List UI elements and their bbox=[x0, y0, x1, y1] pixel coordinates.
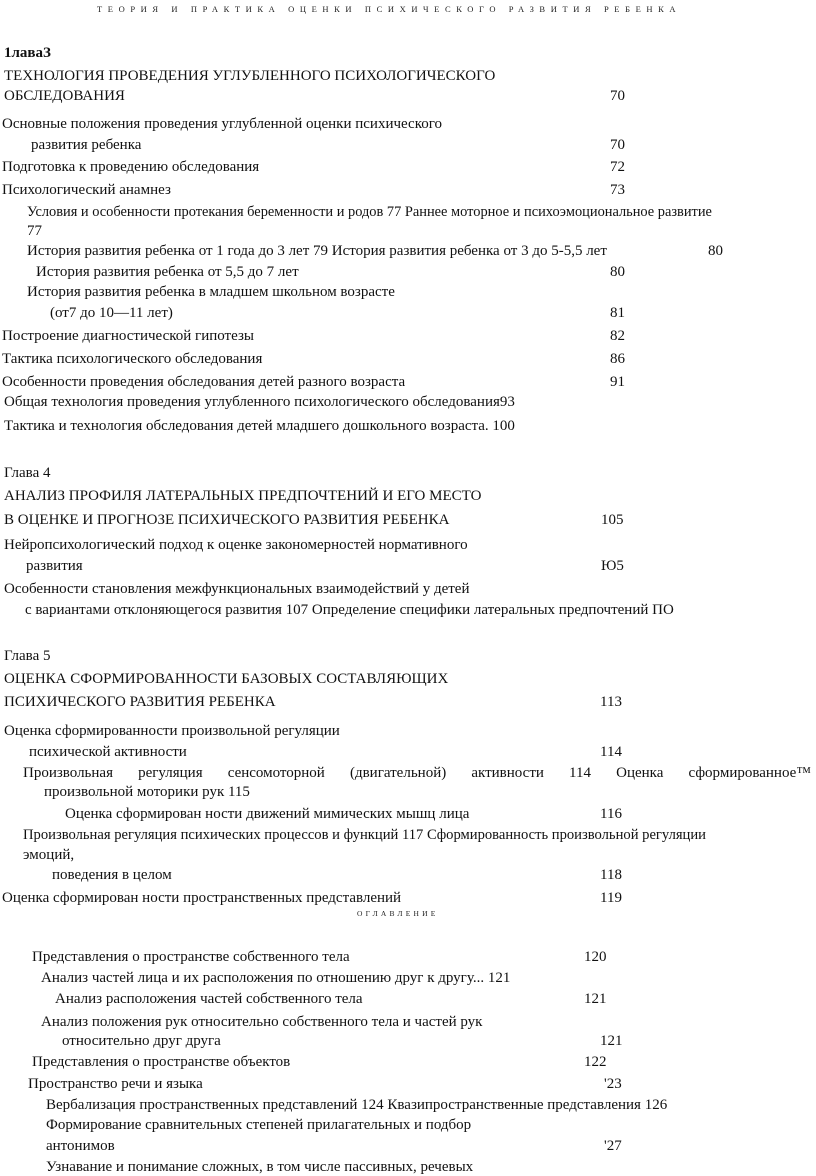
toc-page-number: 119 bbox=[600, 890, 622, 906]
toc-page-number: 81 bbox=[610, 305, 625, 321]
toc-page-number: 91 bbox=[610, 374, 625, 390]
toc-entry: Формирование сравнительных степеней прилагательных и подбор bbox=[46, 1117, 472, 1133]
toc-page-number: Ю5 bbox=[601, 558, 624, 574]
toc-entry: Подготовка к проведению обследования bbox=[2, 159, 260, 175]
chapter-4-title-page: 105 bbox=[601, 512, 624, 528]
toc-entry: эмоций, bbox=[23, 847, 75, 863]
toc-entry: Оценка сформирован ности пространственных представлений bbox=[2, 890, 402, 906]
toc-entry: История развития ребенка в младшем школьном возрасте bbox=[27, 284, 395, 300]
toc-entry: с вариантами отклоняющегося развития 107 Определение специфики латеральных предпочтений ПО bbox=[25, 602, 674, 618]
toc-page-number: 70 bbox=[610, 137, 625, 153]
toc-entry: Оценка сформированности произвольной регуляции bbox=[4, 723, 340, 739]
toc-entry: Вербализация пространственных представлений 124 Квазипространственные представления 126 bbox=[46, 1097, 668, 1113]
toc-page-number: 82 bbox=[610, 328, 625, 344]
chapter-4-label: Глава 4 bbox=[4, 465, 51, 481]
toc-page-number: 86 bbox=[610, 351, 625, 367]
toc-entry: развития bbox=[26, 558, 83, 574]
chapter-3-label: 1лаваЗ bbox=[4, 45, 51, 61]
toc-entry: История развития ребенка от 1 года до 3 лет 79 История развития ребенка от 3 до 5-5,5 лет bbox=[27, 243, 607, 259]
toc-page-number: 118 bbox=[600, 867, 622, 883]
toc-entry: Тактика психологического обследования bbox=[2, 351, 263, 367]
running-header: ТЕОРИЯ И ПРАКТИКА ОЦЕНКИ ПСИХИЧЕСКОГО РАЗВИТИЯ РЕБЕНКА bbox=[97, 4, 682, 14]
toc-entry: Построение диагностической гипотезы bbox=[2, 328, 254, 344]
toc-entry: Анализ частей лица и их расположения по отношению друг к другу... 121 bbox=[41, 970, 511, 986]
toc-page-number: 80 bbox=[610, 264, 625, 280]
toc-entry: Особенности становления межфункциональных взаимодействий у детей bbox=[4, 581, 470, 597]
chapter-3-title-line-2: ОБСЛЕДОВАНИЯ bbox=[4, 88, 125, 104]
toc-entry: относительно друг друга bbox=[62, 1033, 221, 1049]
toc-entry: Нейропсихологический подход к оценке закономерностей нормативного bbox=[4, 537, 468, 553]
toc-page-number: 73 bbox=[610, 182, 625, 198]
toc-page-number: 120 bbox=[584, 949, 607, 965]
toc-page-number: 121 bbox=[600, 1033, 623, 1049]
toc-entry: Анализ положения рук относительно собственного тела и частей рук bbox=[41, 1014, 483, 1030]
toc-entry: антонимов bbox=[46, 1138, 115, 1154]
toc-page-number: 116 bbox=[600, 806, 622, 822]
toc-entry: (от7 до 10—11 лет) bbox=[50, 305, 173, 321]
toc-entry: Особенности проведения обследования детей разного возраста bbox=[2, 374, 406, 390]
toc-entry: Общая технология проведения углубленного психологического обследования93 bbox=[4, 394, 515, 410]
toc-page-number: '23 bbox=[604, 1076, 622, 1092]
toc-page-number: 121 bbox=[584, 991, 607, 1007]
toc-entry: Анализ расположения частей собственного тела bbox=[55, 991, 363, 1007]
toc-entry: произвольной моторики рук 115 bbox=[44, 784, 250, 800]
chapter-3-title-line-1: ТЕХНОЛОГИЯ ПРОВЕДЕНИЯ УГЛУБЛЕННОГО ПСИХОЛОГИЧЕСКОГО bbox=[4, 68, 496, 84]
toc-entry: психической активности bbox=[29, 744, 187, 760]
chapter-4-title-line-1: АНАЛИЗ ПРОФИЛЯ ЛАТЕРАЛЬНЫХ ПРЕДПОЧТЕНИЙ И ЕГО МЕСТО bbox=[4, 488, 482, 504]
toc-page-number: 122 bbox=[584, 1054, 607, 1070]
chapter-4-title-line-2: В ОЦЕНКЕ И ПРОГНОЗЕ ПСИХИЧЕСКОГО РАЗВИТИЯ РЕБЕНКА bbox=[4, 512, 450, 528]
toc-entry: 77 bbox=[27, 223, 42, 239]
toc-entry: Условия и особенности протекания беременности и родов 77 Раннее моторное и психоэмоциональное развитие bbox=[27, 204, 712, 220]
toc-entry: Представления о пространстве объектов bbox=[32, 1054, 291, 1070]
toc-entry: Оценка сформирован ности движений мимических мышц лица bbox=[65, 806, 470, 822]
chapter-3-title-page: 70 bbox=[610, 88, 625, 104]
toc-entry: Основные положения проведения углубленной оценки психического bbox=[2, 116, 443, 132]
chapter-5-title-page: 113 bbox=[600, 694, 622, 710]
toc-entry: развития ребенка bbox=[31, 137, 142, 153]
toc-page-number: '27 bbox=[604, 1138, 622, 1154]
toc-entry: Психологический анамнез bbox=[2, 182, 171, 198]
toc-entry: История развития ребенка от 5,5 до 7 лет bbox=[36, 264, 299, 280]
chapter-5-title-line-1: ОЦЕНКА СФОРМИРОВАННОСТИ БАЗОВЫХ СОСТАВЛЯЮЩИХ bbox=[4, 671, 449, 687]
toc-entry: Произвольная регуляция сенсомоторной (двигательной) активности 114 Оценка сформированное™ bbox=[23, 765, 811, 781]
toc-page-number: 72 bbox=[610, 159, 625, 175]
toc-entry: поведения в целом bbox=[52, 867, 172, 883]
toc-entry: Пространство речи и языка bbox=[28, 1076, 203, 1092]
chapter-5-title-line-2: ПСИХИЧЕСКОГО РАЗВИТИЯ РЕБЕНКА bbox=[4, 694, 276, 710]
toc-page-number: 114 bbox=[600, 744, 622, 760]
toc-entry: Произвольная регуляция психических процессов и функций 117 Сформированность произвольной регуляции bbox=[23, 827, 706, 843]
section-header: ОГЛАВЛЕНИЕ bbox=[357, 909, 439, 918]
toc-entry: Тактика и технология обследования детей младшего дошкольного возраста. 100 bbox=[4, 418, 515, 434]
toc-entry: Узнавание и понимание сложных, в том числе пассивных, речевых bbox=[46, 1159, 474, 1175]
toc-entry: Представления о пространстве собственного тела bbox=[32, 949, 350, 965]
toc-page-number: 80 bbox=[708, 243, 723, 259]
chapter-5-label: Глава 5 bbox=[4, 648, 51, 664]
